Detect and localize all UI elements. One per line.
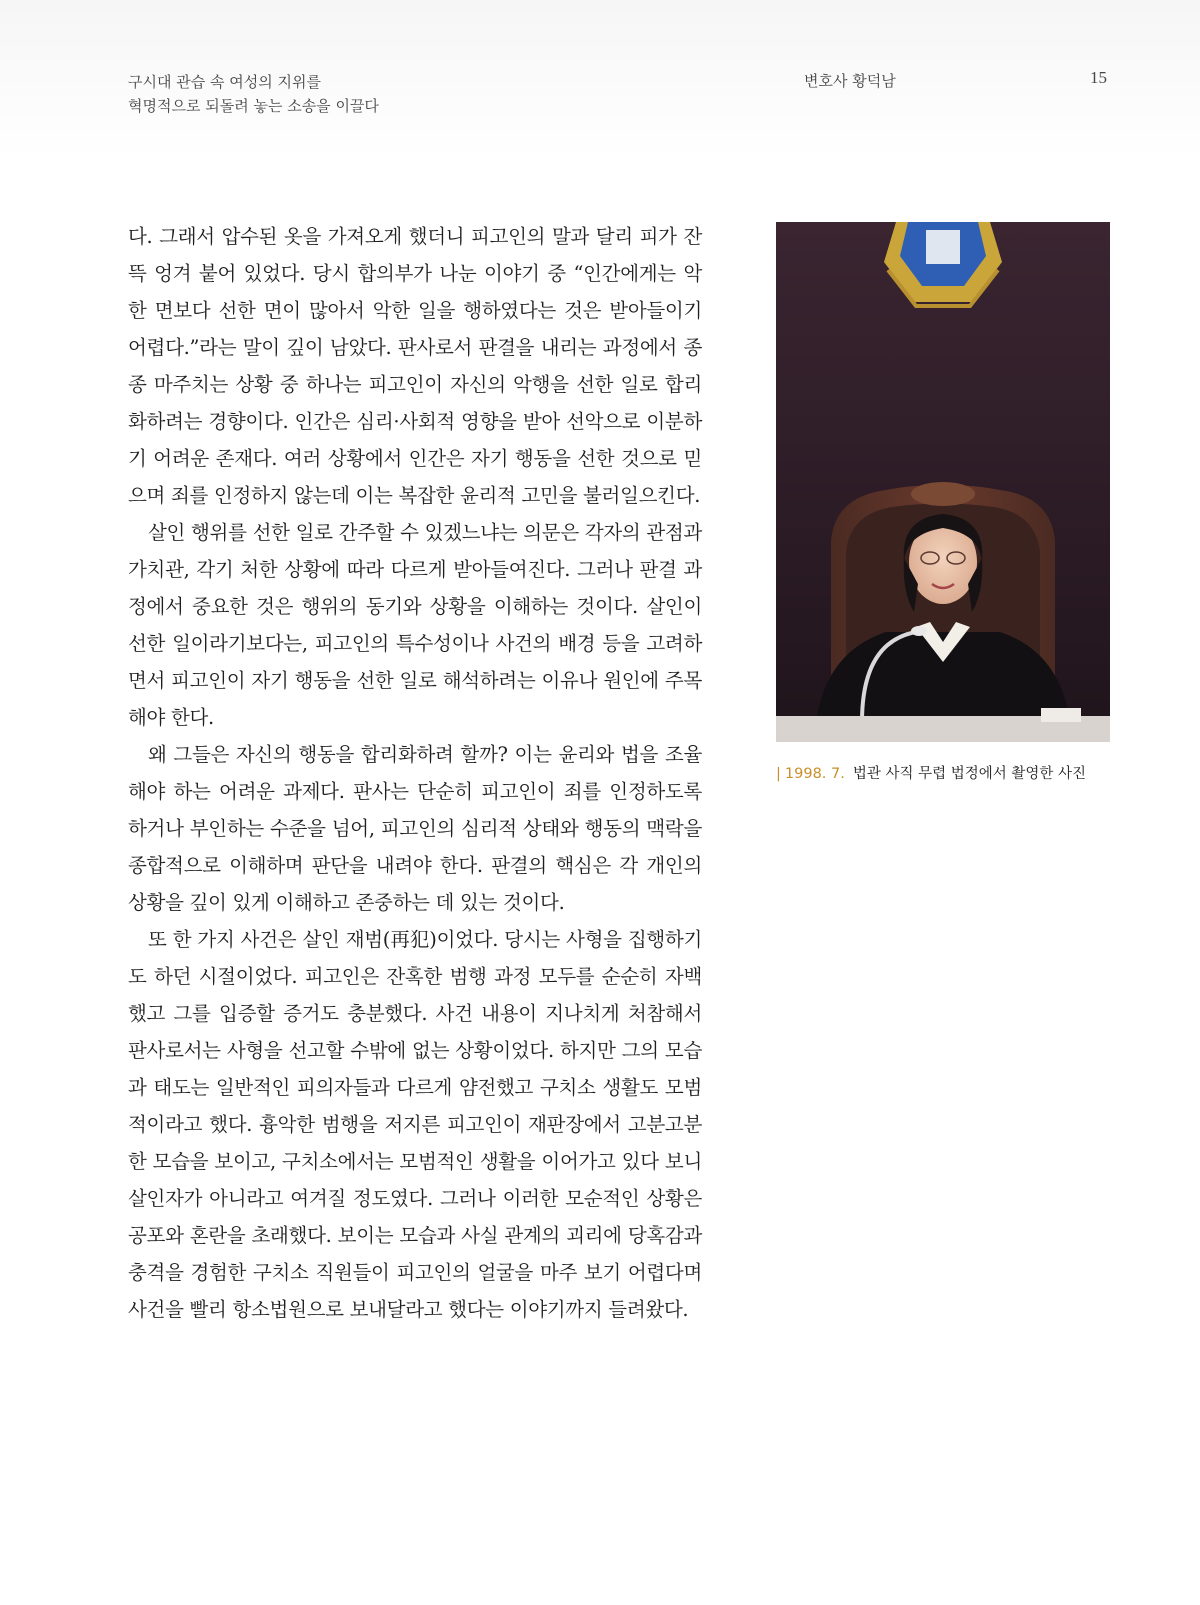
running-title-line-2: 혁명적으로 되돌려 놓는 소송을 이끌다: [128, 97, 379, 115]
paragraph: 또 한 가지 사건은 살인 재범(再犯)이었다. 당시는 사형을 집행하기도 하던 시절이었다. 피고인은 잔혹한 범행 과정 모두를 순순히 자백했고 그를 입증할 증거도 충분했다. 사건 내용이 지나치게 처참해서 판사로서는 사형을 선고할 수밖에 없는 상황이었다. 하지만 그의 모습과 태도는 일반적인 피의자들과 다르게 얌전했고 구치소 생활도 모범적이라고 했다. 흉악한 범행을 저지른 피고인이 재판장에서 고분고분한 모습을 보이고, 구치소에서는 모범적인 생활을 이어가고 있다 보니 살인자가 아니라고 여겨질 정도였다. 그러나 이러한 모순적인 상황은 공포와 혼란을 초래했다. 보이는 모습과 사실 관계의 괴리에 당혹감과 충격을 경험한 구치소 직원들이 피고인의 얼굴을 마주 보기 어렵다며 사건을 빨리 항소법원으로 보내달라고 했다는 이야기까지 들려왔다.: [128, 928, 702, 1321]
running-title: [128, 70, 379, 118]
caption-marker: |: [776, 766, 781, 782]
page-number: 15: [1090, 68, 1107, 87]
photo-caption: [776, 762, 1086, 783]
paragraph: 다. 그래서 압수된 옷을 가져오게 했더니 피고인의 말과 달리 피가 잔뜩 엉겨 붙어 있었다. 당시 합의부가 나눈 이야기 중 “인간에게는 악한 면보다 선한 면이 많아서 악한 일을 행하였다는 것은 받아들이기 어렵다.”라는 말이 깊이 남았다. 판사로서 판결을 내리는 과정에서 종종 마주치는 상황 중 하나는 피고인이 자신의 악행을 선한 일로 합리화하려는 경향이다. 인간은 심리·사회적 영향을 받아 선악으로 이분하기 어려운 존재다. 여러 상황에서 인간은 자기 행동을 선한 것으로 믿으며 죄를 인정하지 않는데 이는 복잡한 윤리적 고민을 불러일으킨다.: [128, 225, 702, 507]
running-author: 변호사 황덕남: [804, 72, 896, 90]
courtroom-photo: [776, 222, 1110, 742]
running-title-line-1: 구시대 관습 속 여성의 지위를: [128, 73, 321, 91]
caption-date: 1998. 7.: [784, 766, 845, 782]
page-header: [0, 0, 1200, 160]
paragraph: 살인 행위를 선한 일로 간주할 수 있겠느냐는 의문은 각자의 관점과 가치관, 각기 처한 상황에 따라 다르게 받아들여진다. 그러나 판결 과정에서 중요한 것은 행위의 동기와 상황을 이해하는 것이다. 살인이 선한 일이라기보다는, 피고인의 특수성이나 사건의 배경 등을 고려하면서 피고인이 자기 행동을 선한 일로 해석하려는 이유나 원인에 주목해야 한다.: [128, 521, 702, 729]
paragraph: 왜 그들은 자신의 행동을 합리화하려 할까? 이는 윤리와 법을 조율해야 하는 어려운 과제다. 판사는 단순히 피고인이 죄를 인정하도록 하거나 부인하는 수준을 넘어, 피고인의 심리적 상태와 행동의 맥락을 종합적으로 이해하며 판단을 내려야 한다. 판결의 핵심은 각 개인의 상황을 깊이 있게 이해하고 존중하는 데 있는 것이다.: [128, 743, 702, 914]
caption-text: 법관 사직 무렵 법정에서 촬영한 사진: [852, 766, 1087, 782]
body-text: [128, 218, 702, 1328]
